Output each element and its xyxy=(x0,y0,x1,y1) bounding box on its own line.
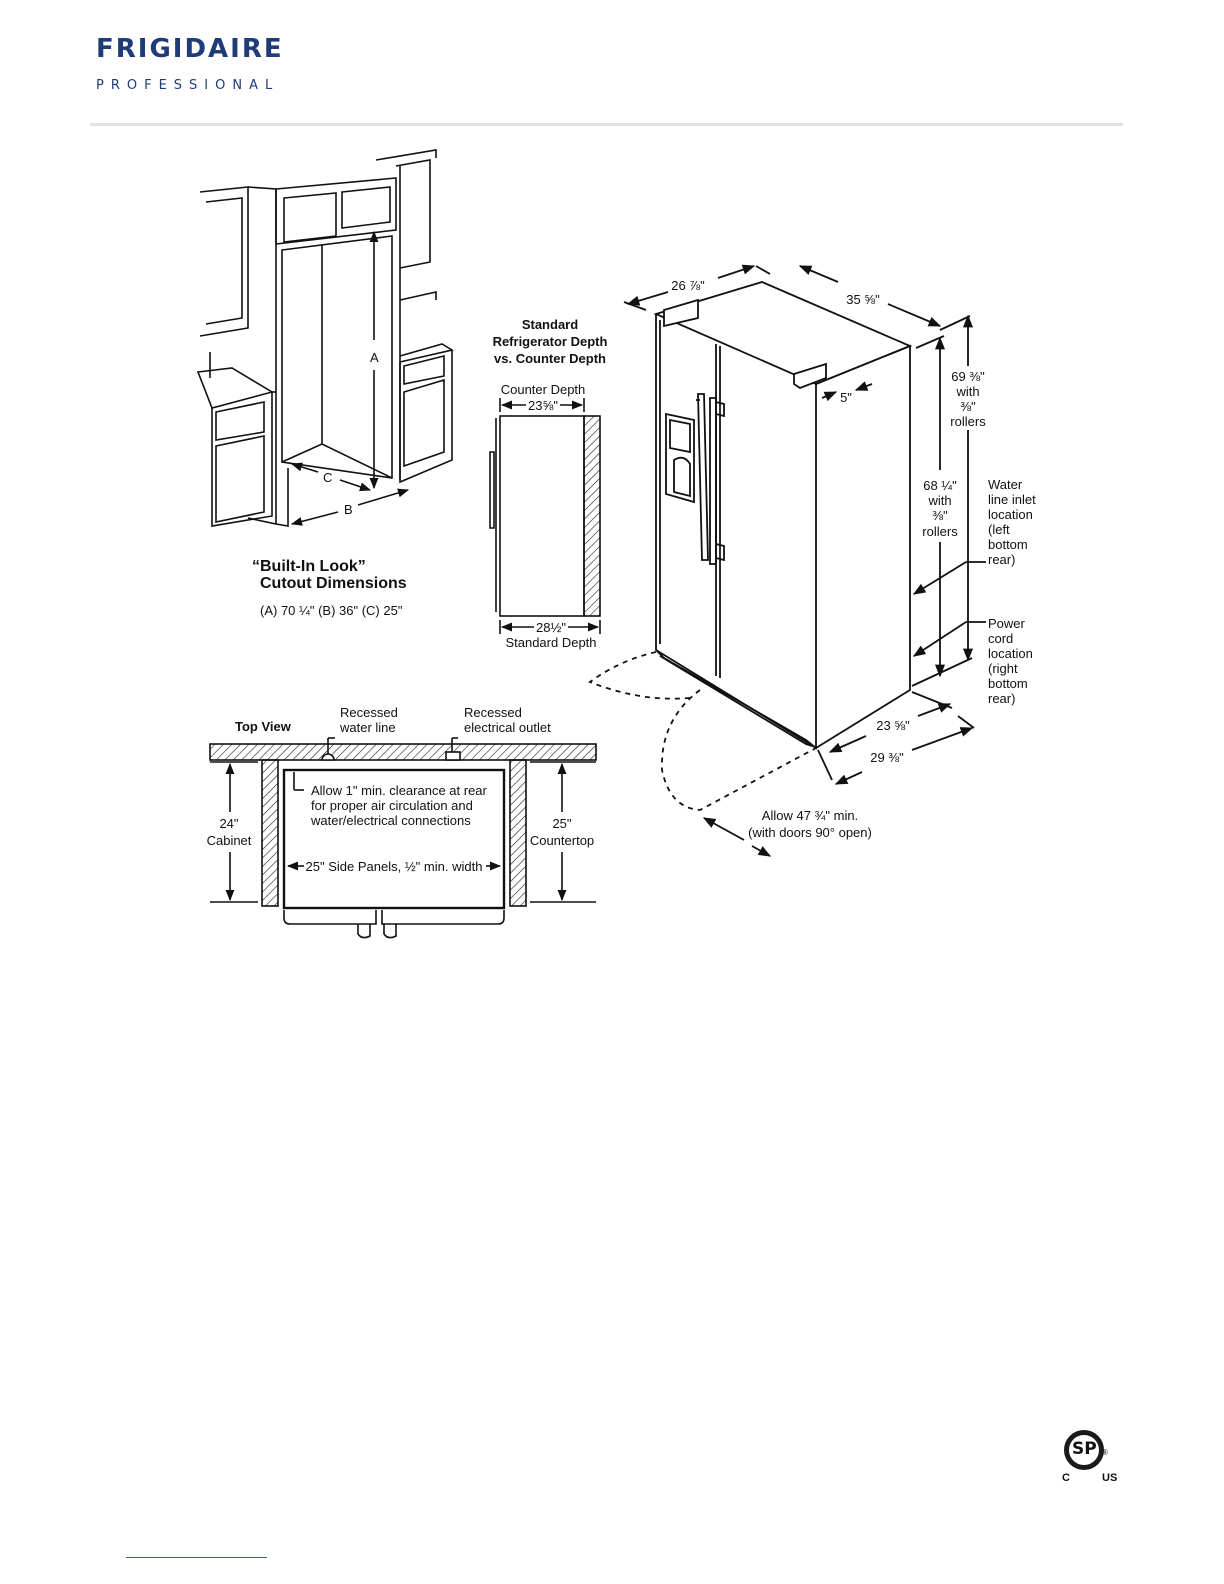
counter-depth-value: 23⅝" xyxy=(528,398,558,413)
countertop-label: Countertop xyxy=(529,833,595,848)
builtin-dimensions: (A) 70 ¼" (B) 36" (C) 25" xyxy=(260,603,403,618)
clearance-note-3: water/electrical connections xyxy=(311,813,471,828)
power-cord-4: (right xyxy=(988,661,1018,676)
side-panels-label: 25" Side Panels, ½" min. width xyxy=(305,859,483,874)
height-cab-1: 68 ¼" xyxy=(923,478,957,493)
power-cord-1: Power xyxy=(988,616,1025,631)
height-cab-3: ⅜" xyxy=(932,508,948,523)
builtin-label-b: B xyxy=(344,502,353,517)
fridge-depth-doors: 29 ⅜" xyxy=(870,750,904,765)
depth-title-3: vs. Counter Depth xyxy=(494,351,606,366)
builtin-label-a: A xyxy=(370,350,379,365)
clearance-note-1: Allow 1" min. clearance at rear xyxy=(311,783,487,798)
brand-name: FRIGIDAIRE xyxy=(96,34,284,64)
water-line-label-1: Recessed xyxy=(340,705,398,720)
brand-subname: PROFESSIONAL xyxy=(96,78,280,93)
fridge-depth-cabinet: 23 ⅝" xyxy=(876,718,910,733)
outlet-label-1: Recessed xyxy=(464,705,522,720)
csa-certification-mark xyxy=(1060,1430,1130,1490)
water-inlet-5: bottom xyxy=(988,537,1028,552)
counter-depth-label: Counter Depth xyxy=(500,382,586,397)
water-inlet-4: (left xyxy=(988,522,1010,537)
water-line-label-2: water line xyxy=(340,720,396,735)
door-clearance-2: (with doors 90° open) xyxy=(748,825,872,840)
cabinet-value: 24" xyxy=(219,816,239,831)
height-total-4: rollers xyxy=(950,414,986,429)
door-clearance-1: Allow 47 ¾" min. xyxy=(761,808,859,823)
footer-link-line xyxy=(126,1557,267,1558)
fridge-width-top: 35 ⅝" xyxy=(846,292,880,307)
cabinet-label: Cabinet xyxy=(206,833,252,848)
power-cord-6: rear) xyxy=(988,691,1016,706)
csa-registered: ® xyxy=(1102,1448,1108,1457)
depth-title-2: Refrigerator Depth xyxy=(492,334,608,349)
height-total-3: ⅜" xyxy=(960,399,976,414)
height-cab-2: with xyxy=(928,493,952,508)
refrigerator-illustration xyxy=(590,266,986,856)
standard-depth-value: 28½" xyxy=(536,620,566,635)
builtin-title-1: “Built-In Look” xyxy=(252,558,366,575)
outlet-label-2: electrical outlet xyxy=(464,720,551,735)
height-cab-4: rollers xyxy=(922,524,958,539)
power-cord-5: bottom xyxy=(988,676,1028,691)
builtin-label-c: C xyxy=(323,470,333,485)
water-inlet-1: Water xyxy=(988,477,1023,492)
csa-c-label: C xyxy=(1062,1472,1070,1484)
fridge-depth-top: 26 ⅞" xyxy=(671,278,705,293)
csa-letters: SP xyxy=(1072,1439,1097,1459)
depth-title-1: Standard xyxy=(521,317,579,332)
fridge-hinge-offset: 5" xyxy=(840,390,852,405)
topview-title: Top View xyxy=(235,719,291,734)
height-total-2: with xyxy=(956,384,980,399)
standard-depth-label: Standard Depth xyxy=(505,635,597,650)
csa-us-label: US xyxy=(1102,1472,1118,1484)
depth-illustration xyxy=(490,398,600,634)
water-inlet-6: rear) xyxy=(988,552,1016,567)
clearance-note-2: for proper air circulation and xyxy=(311,798,473,813)
builtin-title-2: Cutout Dimensions xyxy=(260,575,407,592)
water-inlet-3: location xyxy=(988,507,1033,522)
water-inlet-2: line inlet xyxy=(988,492,1036,507)
height-total-1: 69 ⅜" xyxy=(951,369,985,384)
countertop-value: 25" xyxy=(552,816,572,831)
power-cord-2: cord xyxy=(988,631,1014,646)
power-cord-3: location xyxy=(988,646,1033,661)
